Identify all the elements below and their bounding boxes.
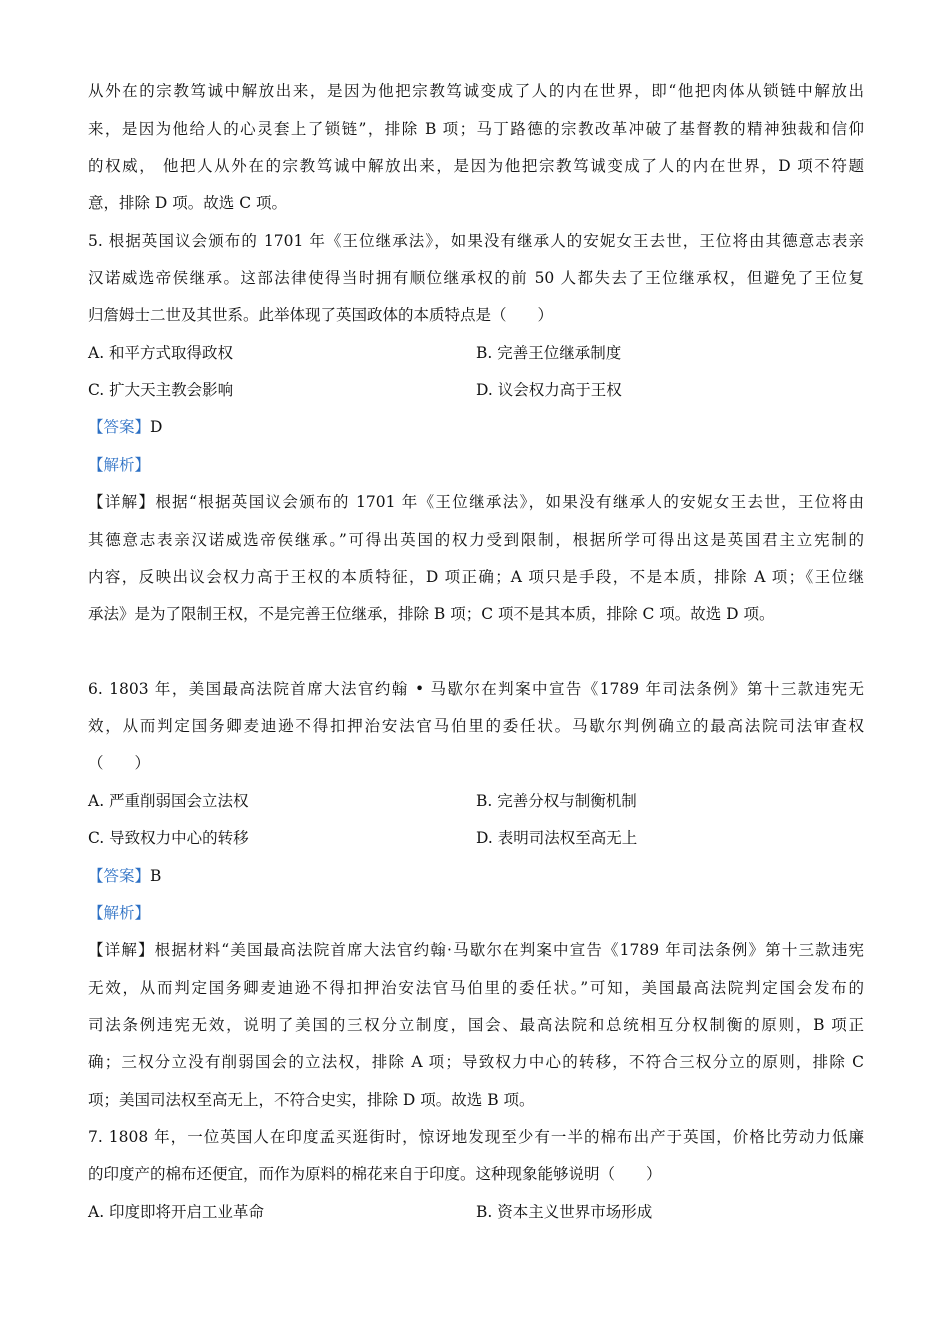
q7-stem-line: 7. 1808 年，一位英国人在印度孟买逛街时，惊讶地发现至少有一半的棉布出产于英国，价格比劳动力低廉 xyxy=(88,1128,864,1146)
answer-tag: 【答案】 xyxy=(88,867,151,885)
q7-option-a: A. 印度即将开启工业革命 xyxy=(88,1203,265,1221)
q6-stem-line: 6. 1803 年，美国最高法院首席大法官约翰 • 马歇尔在判案中宣告《1789 年司法条例》第十三款违宪无 xyxy=(88,680,864,698)
q5-option-c: C. 扩大天主教会影响 xyxy=(88,381,234,399)
q6-option-c: C. 导致权力中心的转移 xyxy=(88,829,249,847)
q7-option-b: B. 资本主义世界市场形成 xyxy=(476,1203,653,1221)
q5-detail-line: 内容，反映出议会权力高于王权的本质特征，D 项正确；A 项只是手段，不是本质，排除 A 项；《王位继 xyxy=(88,568,864,586)
answer-value: D xyxy=(150,418,163,436)
q5-detail-line: 承法》是为了限制王权，不是完善王位继承，排除 B 项；C 项不是其本质，排除 C 项。故选 D 项。 xyxy=(88,605,775,623)
q5-stem-line: 5. 根据英国议会颁布的 1701 年《王位继承法》，如果没有继承人的安妮女王去世，王位将由其德意志表亲 xyxy=(88,232,864,250)
q6-detail-line: 无效，从而判定国务卿麦迪逊不得扣押治安法官马伯里的委任状。”可知，美国最高法院判定国会发布的 xyxy=(88,979,864,997)
q5-answer xyxy=(88,416,162,438)
detail-tag: 【详解】 xyxy=(88,493,156,511)
q5-stem-line: 归詹姆士二世及其世系。此举体现了英国政体的本质特点是（ ） xyxy=(88,306,554,324)
q6-detail-line: 【详解】根据材料“美国最高法院首席大法官约翰·马歇尔在判案中宣告《1789 年司法条例》第十三款违宪 xyxy=(88,941,864,959)
q5-option-b: B. 完善王位继承制度 xyxy=(476,344,622,362)
intro-line: 的权威， 他把人从外在的宗教笃诚中解放出来，是因为他把宗教笃诚变成了人的内在世界，D 项不符题 xyxy=(88,157,864,175)
q5-detail-line: 【详解】根据“根据英国议会颁布的 1701 年《王位继承法》，如果没有继承人的安妮女王去世，王位将由 xyxy=(88,493,864,511)
intro-line: 来，是因为他给人的心灵套上了锁链”，排除 B 项；马丁路德的宗教改革冲破了基督教的精神独裁和信仰 xyxy=(88,120,864,138)
q6-detail-line: 项；美国司法权至高无上，不符合史实，排除 D 项。故选 B 项。 xyxy=(88,1091,535,1109)
q6-detail-line: 确；三权分立没有削弱国会的立法权，排除 A 项；导致权力中心的转移，不符合三权分立的原则，排除 C xyxy=(88,1053,864,1071)
answer-value: B xyxy=(150,867,162,885)
q5-option-d: D. 议会权力高于王权 xyxy=(476,381,622,399)
q6-stem-line: 效，从而判定国务卿麦迪逊不得扣押治安法官马伯里的委任状。马歇尔判例确立的最高法院司法审查权 xyxy=(88,717,864,735)
q6-analysis-tag: 【解析】 xyxy=(88,904,151,922)
detail-tag: 【详解】 xyxy=(88,941,155,959)
q6-option-a: A. 严重削弱国会立法权 xyxy=(88,792,249,810)
q6-stem-line: （ ） xyxy=(88,754,151,772)
q5-detail-line: 其德意志表亲汉诺威选帝侯继承。”可得出英国的权力受到限制，根据所学可得出这是英国君主立宪制的 xyxy=(88,531,864,549)
q6-option-b: B. 完善分权与制衡机制 xyxy=(476,792,637,810)
answer-tag: 【答案】 xyxy=(88,418,151,436)
q5-stem-line: 汉诺威选帝侯继承。这部法律使得当时拥有顺位继承权的前 50 人都失去了王位继承权，但避免了王位复 xyxy=(88,269,864,287)
q5-option-a: A. 和平方式取得政权 xyxy=(88,344,234,362)
q6-detail-line: 司法条例违宪无效，说明了美国的三权分立制度，国会、最高法院和总统相互分权制衡的原则，B 项正 xyxy=(88,1016,864,1034)
intro-line: 从外在的宗教笃诚中解放出来，是因为他把宗教笃诚变成了人的内在世界，即“他把肉体从锁链中解放出 xyxy=(88,82,864,100)
q5-analysis-tag: 【解析】 xyxy=(88,456,151,474)
q6-answer xyxy=(88,865,161,887)
q6-option-d: D. 表明司法权至高无上 xyxy=(476,829,638,847)
intro-line: 意，排除 D 项。故选 C 项。 xyxy=(88,194,287,212)
q7-stem-line: 的印度产的棉布还便宜，而作为原料的棉花来自于印度。这种现象能够说明（ ） xyxy=(88,1165,662,1183)
